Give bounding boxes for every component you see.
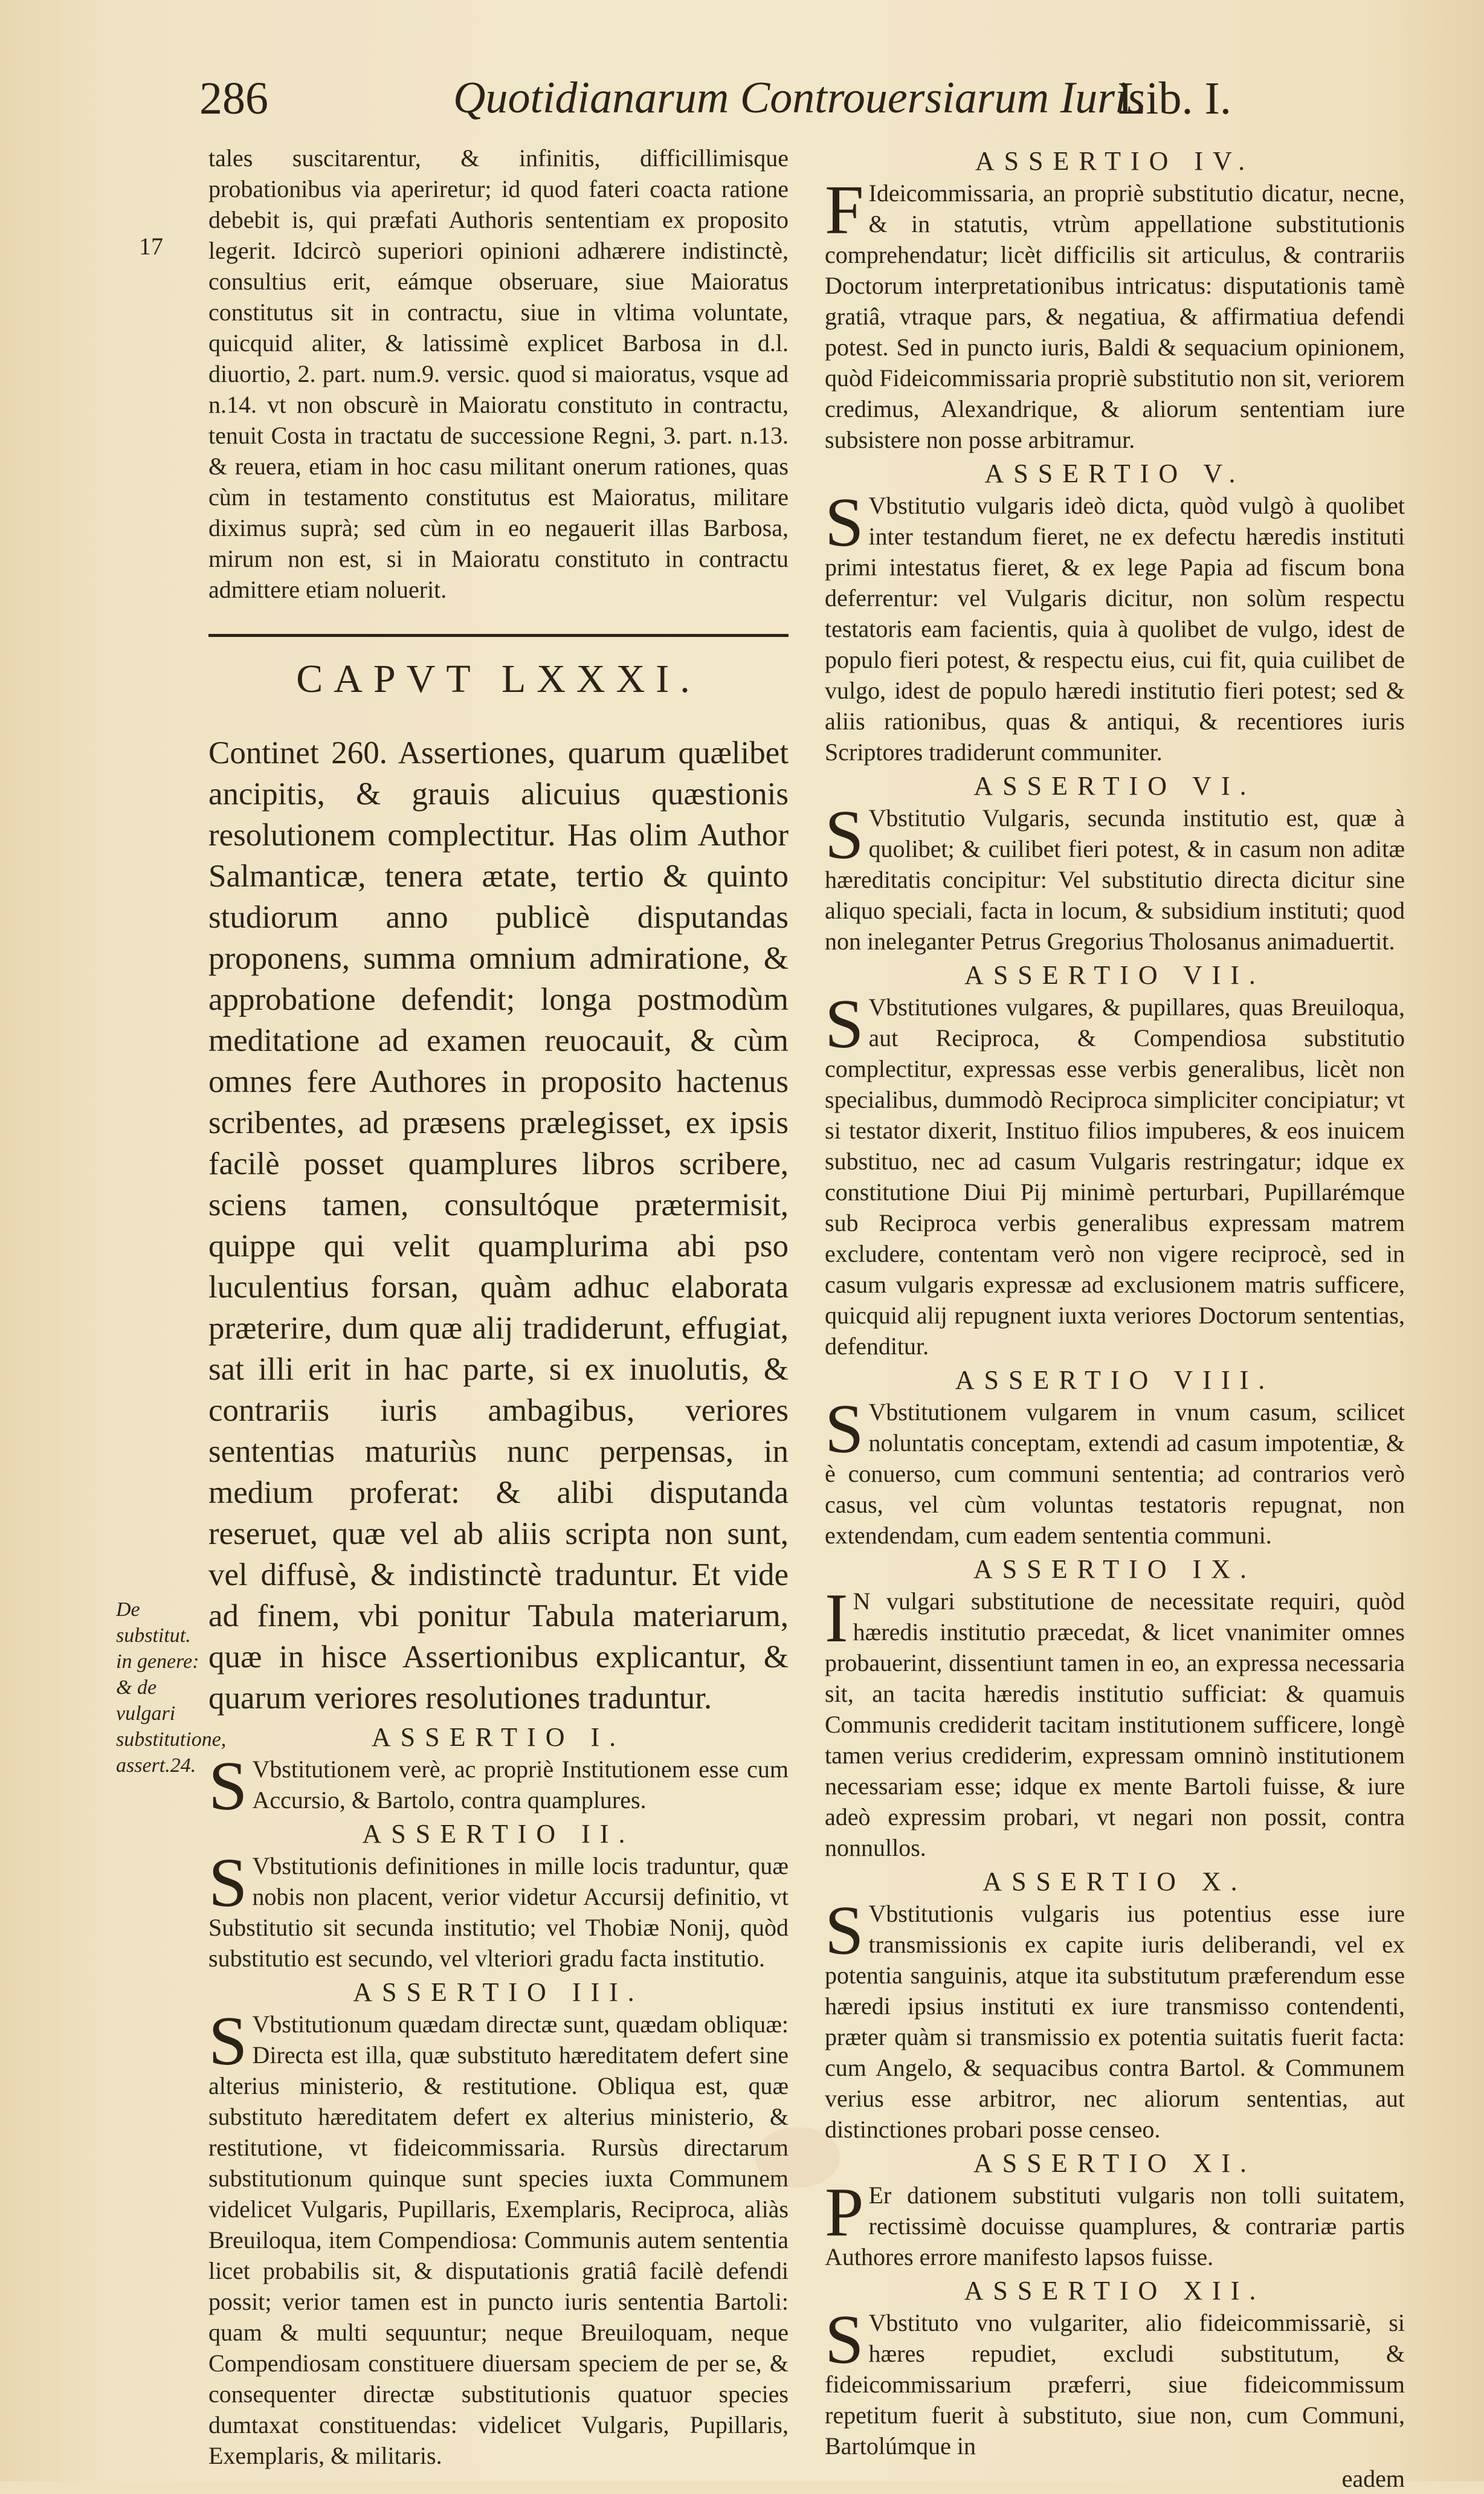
right-column <box>825 143 1405 2494</box>
assertion-heading: ASSERTIO VIII. <box>955 1365 1275 1395</box>
drop-initial: S <box>825 796 864 874</box>
chapter-title: CAPVT LXXXI. <box>296 657 701 701</box>
drop-initial: S <box>208 1748 248 1825</box>
assertion <box>825 2276 1405 2461</box>
assertion <box>208 1819 789 1974</box>
assertion <box>208 1722 789 1825</box>
assertion-text: S Vbstitutiones vulgares, & pupillares, quas Breuiloqua, aut Reciproca, & Compendiosa substitutio complectitur, expressas esse verbis generalibus, licèt non specialibus, dummodò Reciproca simpliciter concipiatur; vt si testator dixerit, Instituo filios impuberes, & eos inuicem substituo, nec ad casum Vulgaris restringatur; idque ex constitutione Diui Pij minimè perturbari, Pupillarémque sub Reciproca verbis generalibus expressam matrem excludere, contentam verò non vigere reciprocè, sed in casum vulgaris expressæ ad exclusionem matris sufficere, quicquid alij repugnent iuxta veriores Doctorum sententias, defenditur. <box>825 986 1405 1360</box>
assertion-text: S Vbstitutionem vulgarem in vnum casum, scilicet noluntatis conceptam, extendi ad casum impotentiæ, & è conuerso, cum communi sententia; ad contrarios verò casus, vel cùm voluntas testatoris repugnat, non extendendam, cum eadem sententia communi. <box>825 1391 1405 1549</box>
assertion-heading: ASSERTIO XI. <box>973 2148 1257 2178</box>
assertion-heading: ASSERTIO II. <box>362 1819 635 1849</box>
assertion <box>825 459 1405 767</box>
assertion-heading: ASSERTIO XII. <box>964 2276 1266 2305</box>
assertion-heading: ASSERTIO VI. <box>973 771 1256 801</box>
assertion-text: F Ideicommissaria, an propriè substitutio dicatur, necne, & in statutis, vtrùm appellatione substitutionis comprehendatur; licèt difficilis sit articulus, & contrariis Doctorum interpretationibus intricatus: disputationis tamè gratiâ, vtraque pars, & negatiua, & affirmatiua defendi potest. Sed in puncto iuris, Baldi & sequacium opinionem, quòd Fideicommissaria propriè substitutio non sit, veriorem credimus, Alexandrique, & aliorum sententiam iure subsistere non posse arbitramur. <box>825 172 1405 453</box>
drop-initial: S <box>825 1391 864 1468</box>
drop-initial: S <box>208 1844 248 1922</box>
assertion <box>825 1554 1405 1863</box>
assertion-text: S Vbstitutio vulgaris ideò dicta, quòd vulgò à quolibet inter testandum fieret, ne ex defectu hæredis instituti primi intestatus fieret, & ex lege Papia ad fiscum bona deferrentur: vel Vulgaris dicitur, non solùm respectu testatoris eam facientis, quia à quolibet de vulgo, idest de populo fieri potest, & respectu eius, cui fit, quia cuilibet de vulgo, idest de populo hæredi institutio fieri potest; sed & aliis rationibus, quas & antiqui, & recentiores iuris Scriptores tradiderunt communiter. <box>825 484 1405 766</box>
assertion-text: S Vbstitutionem verè, ac propriè Institutionem esse cum Accursio, & Bartolo, contra quamplures. <box>208 1748 789 1825</box>
assertion-text: P Er dationem substituti vulgaris non tolli suitatem, rectissimè docuisse quamplures, & contrariæ partis Authores errore manifesto lapsos fuisse. <box>825 2174 1405 2270</box>
page-header <box>199 73 1408 145</box>
assertion-heading: ASSERTIO I. <box>371 1722 626 1752</box>
drop-initial: S <box>825 2301 864 2379</box>
page-number: 286 <box>199 73 268 124</box>
assertion <box>825 2148 1405 2272</box>
assertion <box>825 771 1405 957</box>
drop-initial: P <box>825 2174 864 2251</box>
drop-initial: S <box>208 2003 248 2080</box>
margin-line-number: 17 <box>139 233 163 260</box>
assertion <box>825 1365 1405 1551</box>
assertion-heading: ASSERTIO V. <box>984 459 1245 488</box>
assertion <box>825 1867 1405 2145</box>
drop-initial: I <box>825 1580 848 1657</box>
assertion-text: S Vbstitutionis definitiones in mille locis traduntur, quæ nobis non placent, verior videtur Accursij definitio, vt Substitutio sit secunda institutio; vel Thobiæ Nonij, quòd substitutio est secundo, vel vlteriori gradu facta institutio. <box>208 1844 789 1972</box>
drop-initial: S <box>825 986 864 1063</box>
assertion-heading: ASSERTIO X. <box>982 1867 1247 1896</box>
book-number: Lib. I. <box>1118 73 1231 124</box>
chapter-divider <box>208 634 789 637</box>
assertion <box>825 146 1405 455</box>
assertion <box>825 960 1405 1362</box>
assertion-heading: ASSERTIO III. <box>353 1977 644 2007</box>
assertion-text: S Vbstituto vno vulgariter, alio fideicommissariè, si hæres repudiet, excludi substitutum, & fideicommissarium præferri, siue fideicommissum repetitum fuerit à substituto, siue non, cum Communi, Bartolúmque in <box>825 2301 1405 2460</box>
assertion-heading: ASSERTIO VII. <box>964 960 1265 990</box>
assertion-text: S Vbstitutionum quædam directæ sunt, quædam obliquæ: Directa est illa, quæ substituto hæreditatem defert sine alterius ministerio, & restitutione. Obliqua est, quæ substituto hæreditatem defert ex alterius ministerio, & restitutione, vt fideicommissaria. Rursùs directarum substitutionum quinque sunt species iuxta Communem videlicet Vulgaris, Pupillaris, Exemplaris, Reciproca, aliàs Breuiloqua, item Compendiosa: Communis autem sententia licet probabilis sit, & disputationis gratiâ facilè defendi possit; verior tamen est in puncto iuris sententia Bartoli: quam & multi sequuntur; neque Breuiloquam, neque Compendiosam constituere diuersam speciem de per se, & consequenter directæ substitutionis quatuor species dumtaxat constituendas: videlicet Vulgaris, Pupillaris, Exemplaris, & militaris. <box>208 2003 789 2469</box>
paper-stain <box>755 2127 840 2188</box>
continuation-paragraph: tales suscitarentur, & infinitis, difficillimisque probationibus via aperiretur; id quod fateri coacta ratione debebit is, qui præfati Authoris sententiam ex proposito legerit. Idcircò superiori opinioni adhærere indistinctè, consultius erit, eámque obseruare, siue Maioratus constitutus sit in contractu, siue in vltima voluntate, quicquid aliter, & latissimè explicet Barbosa in d.l. diuortio, 2. part. num.9. versic. quod si maioratus, vsque ad n.14. vt non obscurè in Maioratu constituto in contractu, tenuit Costa in tractatu de successione Regni, 3. part. n.13. & reuera, etiam in hoc casu militant onerum rationes, quas cùm in testamento constitutus est Maioratus, militare diximus suprà; sed cùm in eo negauerit illas Barbosa, mirum non est, si in Maioratu constituto in contractu admittere etiam noluerit. <box>208 144 789 603</box>
assertion-text: S Vbstitutio Vulgaris, secunda institutio est, quæ à quolibet; & cuilibet fieri potest, & in casum non aditæ hæreditatis concipitur: Vel substitutio directa dicitur sine aliquo speciali, facta in locum, & subsidium instituti; quod non ineleganter Petrus Gregorius Tholosanus animaduertit. <box>825 796 1405 955</box>
assertion-heading: ASSERTIO IX. <box>973 1554 1257 1584</box>
chapter-summary: Continet 260. Assertiones, quarum quælibet ancipitis, & grauis alicuius quæstionis resolutionem complectitur. Has olim Author Salmanticæ, tenera ætate, tertio & quinto studiorum anno publicè disputandas proponens, summa omnium admiratione, & approbatione defendit; longa postmodùm meditatione ad examen reuocauit, & cùm omnes fere Authores in proposito hactenus scribentes, ad præsens prælegisset, ex ipsis facilè posset quamplures libros scribere, sciens tamen, consultóque prætermisit, quippe qui velit quamplurima abi pso luculentius forsan, quàm adhuc elaborata præterire, dum quæ alij tradiderunt, effugiat, sat illi erit in hac parte, si ex inuolutis, & contrariis iuris ambagibus, veriores sententias maturiùs nunc perpensas, in medium proferat: & alibi disputanda reseruet, quæ vel ab aliis scripta non sunt, vel diffusè, & indistinctè traduntur. Et vide ad finem, vbi ponitur Tabula materiarum, quæ in hisce Assertionibus explicantur, & quarum veriores resolutiones traduntur. <box>208 735 789 1716</box>
assertion-text: I N vulgari substitutione de necessitate requiri, quòd hæredis institutio præcedat, & licet vnanimiter omnes probauerint, dissentiunt tamen in eo, an expressa necessaria sit, an tacita hæredis institutio sufficiat: & quamuis Communis crediderit tacitam institutionem sufficere, longè tamen verius crediderim, expressam omninò institutionem necessariam esse; idque ex mente Bartoli fuisse, & iure adeò expressim probari, vt negari non possit, contra nonnullos. <box>825 1580 1405 1861</box>
drop-initial: S <box>825 1892 864 1969</box>
margin-note: De substitut. in genere: & de vulgari substitutione, assert.24. <box>116 1598 227 1777</box>
drop-initial: S <box>825 484 864 561</box>
assertion-text: S Vbstitutionis vulgaris ius potentius esse iure transmissionis ex capite iuris deliberandi, vel ex potentia sanguinis, atque ita substitutum præferendum esse hæredi ipsius instituti ex iure transmisso contendenti, præter quàm si transmissio ex potentia suitatis fuerit facta: cum Angelo, & sequacibus contra Bartol. & Communem verius esse arbitror, nec aliorum sententias, aut distinctiones probari posse censeo. <box>825 1892 1405 2143</box>
assertion-heading: ASSERTIO IV. <box>975 146 1255 176</box>
catchword: eadem <box>1341 2465 1405 2492</box>
running-title: Quotidianarum Controuersiarum Iuris <box>453 73 1145 123</box>
assertion <box>208 1977 789 2471</box>
left-column <box>208 143 789 2471</box>
drop-initial: F <box>825 172 864 249</box>
